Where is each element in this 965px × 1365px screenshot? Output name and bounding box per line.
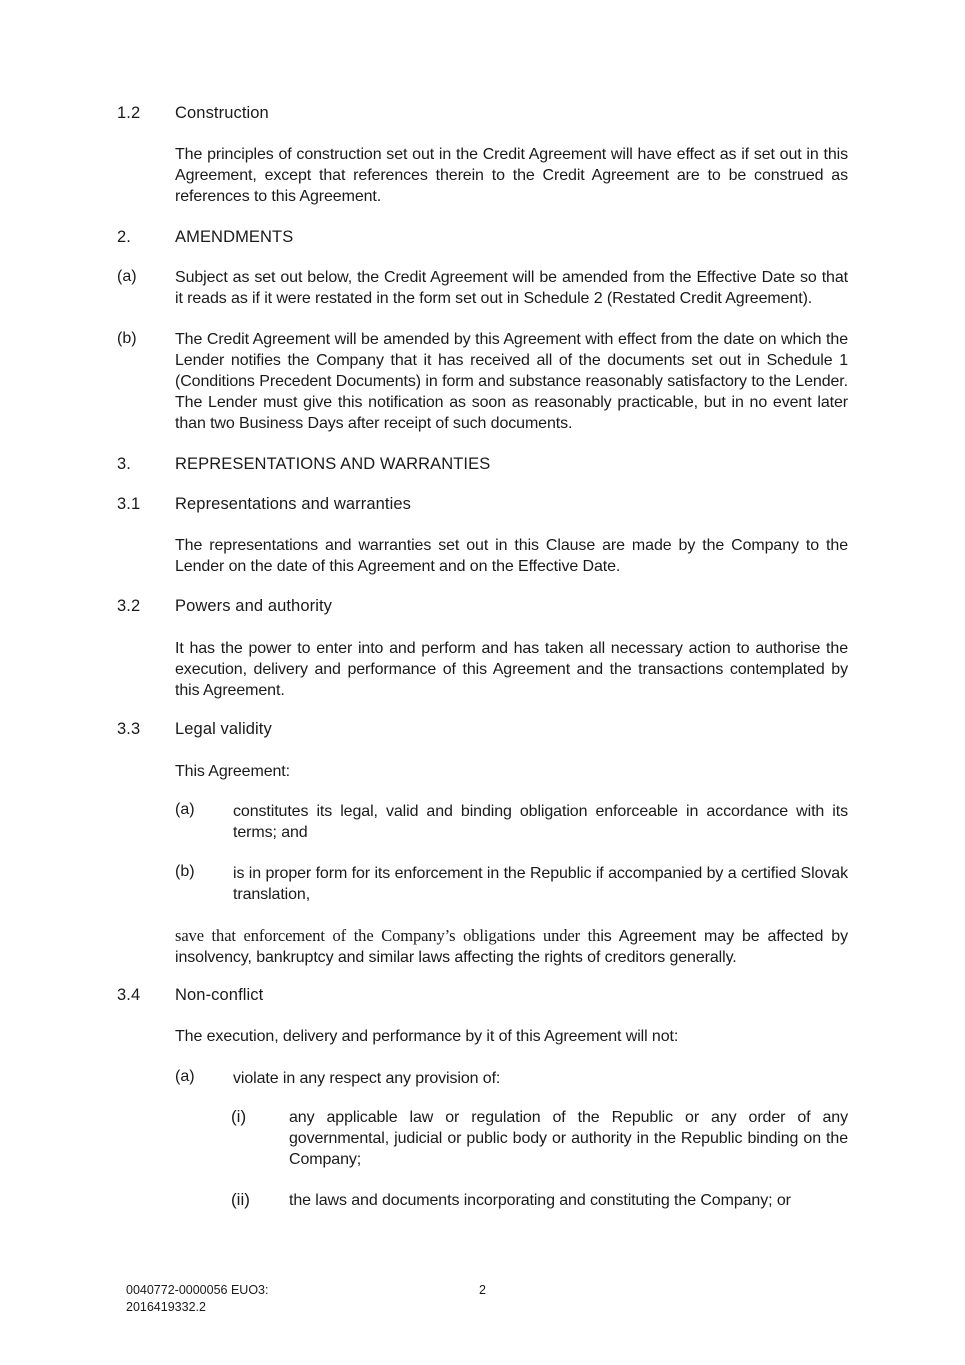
non-conflict-item-a-label: (a)	[175, 1068, 195, 1085]
non-conflict-intro: The execution, delivery and performance by it of this Agreement will not:	[175, 1028, 679, 1045]
section-title-powers-and-authority: Powers and authority	[175, 597, 333, 615]
section-number-3-4: 3.4	[117, 986, 141, 1004]
section-number-2: 2.	[117, 228, 131, 246]
section-title-amendments: AMENDMENTS	[175, 228, 294, 246]
section-title-construction: Construction	[175, 104, 269, 122]
section-number-3: 3.	[117, 455, 131, 473]
saving-paragraph-serif-part: save that enforcement of the Company’s obligations under th	[175, 926, 601, 945]
footer-doc-ref-line1: 0040772-0000056 EUO3:	[126, 1283, 269, 1297]
amendments-item-a-text: Subject as set out below, the Credit Agreement will be amended from the Effective Date so that it reads as if it were restated in the form set out in Schedule 2 (Restated Credit Agreement).	[175, 269, 848, 307]
non-conflict-subitem-i-label: (i)	[231, 1107, 247, 1126]
section-number-3-2: 3.2	[117, 597, 141, 615]
section-number-3-1: 3.1	[117, 495, 141, 513]
section-title-representations-and-warranties: Representations and warranties	[175, 495, 411, 513]
legal-validity-item-a-label: (a)	[175, 801, 195, 818]
footer-document-reference	[126, 1282, 268, 1316]
non-conflict-subitem-ii-label: (ii)	[231, 1190, 250, 1209]
non-conflict-subitem-ii-text: the laws and documents incorporating and constituting the Company; or	[289, 1192, 791, 1209]
amendments-item-b-text: The Credit Agreement will be amended by this Agreement with effect from the date on which the Lender notifies the Company that it has received all of the documents set out in Schedule 1 (Conditions Precedent Documents) in form and substance reasonably satisfactory to the Lender. The Lender must give this notification as soon as reasonably practicable, but in no event later than two Business Days after receipt of such documents.	[175, 331, 848, 432]
legal-validity-item-b-label: (b)	[175, 863, 195, 880]
footer-doc-ref-line2: 2016419332.2	[126, 1300, 206, 1314]
legal-validity-saving-paragraph	[175, 925, 848, 968]
section-number-3-3: 3.3	[117, 720, 141, 738]
legal-validity-item-b-text: is in proper form for its enforcement in the Republic if accompanied by a certified Slovak translation,	[233, 865, 848, 903]
legal-validity-intro: This Agreement:	[175, 763, 291, 780]
non-conflict-item-a-text: violate in any respect any provision of:	[233, 1070, 501, 1087]
powers-paragraph: It has the power to enter into and perform and has taken all necessary action to authorise the execution, delivery and performance of this Agreement and the transactions contemplated by this Agreement.	[175, 640, 848, 699]
amendments-item-a-label: (a)	[117, 268, 137, 285]
amendments-item-b-label: (b)	[117, 330, 137, 347]
section-title-legal-validity: Legal validity	[175, 720, 272, 738]
construction-paragraph: The principles of construction set out in the Credit Agreement will have effect as if set out in this Agreement, except that references therein to the Credit Agreement are to be construed as references to this Agreement.	[175, 146, 848, 205]
section-title-representations: REPRESENTATIONS AND WARRANTIES	[175, 455, 491, 473]
section-title-non-conflict: Non-conflict	[175, 986, 264, 1004]
representations-paragraph: The representations and warranties set out in this Clause are made by the Company to the Lender on the date of this Agreement and on the Effective Date.	[175, 537, 848, 575]
non-conflict-subitem-i-text: any applicable law or regulation of the Republic or any order of any governmental, judicial or public body or authority in the Republic binding on the Company;	[289, 1109, 848, 1168]
section-number-1-2: 1.2	[117, 104, 141, 122]
legal-validity-item-a-text: constitutes its legal, valid and binding obligation enforceable in accordance with its terms; and	[233, 803, 848, 841]
saving-paragraph-rest: is Agreement may be affected by insolvency, bankruptcy and similar laws affecting the rights of creditors generally.	[175, 928, 848, 966]
footer-page-number: 2	[479, 1283, 486, 1297]
